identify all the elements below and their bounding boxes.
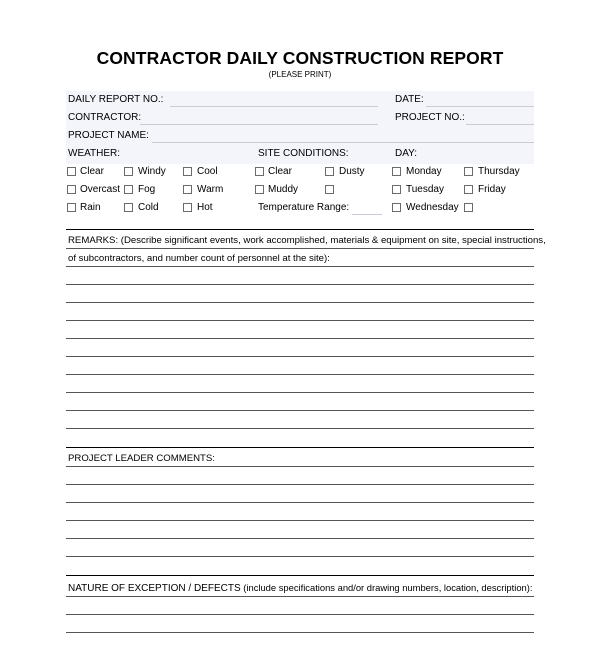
nature-of-exception-label [68,582,533,594]
comments-line[interactable] [66,502,534,503]
comments-line[interactable] [66,538,534,539]
contractor-label: CONTRACTOR: [68,112,142,123]
site-clear-checkbox[interactable] [255,167,264,176]
exception-line[interactable] [66,632,534,633]
weather-cool-checkbox[interactable] [183,167,192,176]
weather-clear-label: Clear [80,166,104,177]
weather-hot-label: Hot [197,202,213,213]
nature-of-exception-title: NATURE OF EXCEPTION / DEFECTS [68,583,241,594]
remarks-line[interactable] [66,410,534,411]
daily-report-no-field[interactable] [170,106,378,107]
weather-fog-checkbox[interactable] [124,185,133,194]
daily-report-no-label: DAILY REPORT NO.: [68,94,164,105]
remarks-rule-1 [66,248,534,249]
site-blank-checkbox[interactable] [325,185,334,194]
day-wednesday-label: Wednesday [406,202,459,213]
remarks-line[interactable] [66,392,534,393]
day-monday-checkbox[interactable] [392,167,401,176]
site-dusty-checkbox[interactable] [325,167,334,176]
weather-fog-label: Fog [138,184,156,195]
temperature-range-label: Temperature Range: [258,202,350,213]
remarks-line[interactable] [66,428,534,429]
day-thursday-checkbox[interactable] [464,167,473,176]
remarks-line[interactable] [66,338,534,339]
weather-warm-label: Warm [197,184,224,195]
remarks-top-rule [66,229,534,230]
exception-line[interactable] [66,614,534,615]
exception-top-rule [66,575,534,576]
project-name-label: PROJECT NAME: [68,130,149,141]
date-field[interactable] [426,106,534,107]
remarks-line[interactable] [66,320,534,321]
exception-rule-1 [66,596,534,597]
project-leader-comments-label: PROJECT LEADER COMMENTS: [68,453,215,464]
comments-rule-1 [66,466,534,467]
weather-overcast-label: Overcast [80,184,121,195]
temperature-range-field[interactable] [352,214,382,215]
day-wednesday-checkbox[interactable] [392,203,401,212]
weather-overcast-checkbox[interactable] [67,185,76,194]
day-friday-checkbox[interactable] [464,185,473,194]
comments-line[interactable] [66,484,534,485]
remarks-line[interactable] [66,284,534,285]
day-sunday-checkbox[interactable] [464,203,473,212]
remarks-label-line1: REMARKS: (Describe significant events, work accomplished, materials & equipment on site, special instructions, [68,235,546,246]
weather-warm-checkbox[interactable] [183,185,192,194]
remarks-line[interactable] [66,356,534,357]
day-tuesday-label: Tuesday [406,184,444,195]
remarks-line[interactable] [66,302,534,303]
site-muddy-checkbox[interactable] [255,185,264,194]
site-clear-label: Clear [268,166,292,177]
contractor-field[interactable] [140,124,378,125]
day-friday-label: Friday [478,184,506,195]
nature-of-exception-note: (include specifications and/or drawing numbers, location, description): [243,582,533,593]
project-no-label: PROJECT NO.: [395,112,465,123]
remarks-line[interactable] [66,374,534,375]
weather-windy-label: Windy [138,166,166,177]
weather-windy-checkbox[interactable] [124,167,133,176]
weather-cold-checkbox[interactable] [124,203,133,212]
site-dusty-label: Dusty [339,166,365,177]
weather-rain-label: Rain [80,202,101,213]
comments-line[interactable] [66,556,534,557]
site-conditions-label: SITE CONDITIONS: [258,148,349,159]
site-muddy-label: Muddy [268,184,299,195]
comments-line[interactable] [66,520,534,521]
day-monday-label: Monday [406,166,442,177]
weather-cold-label: Cold [138,202,159,213]
date-label: DATE: [395,94,424,105]
remarks-label-line2: of subcontractors, and number count of personnel at the site): [68,253,330,264]
project-name-field[interactable] [152,142,534,143]
weather-label: WEATHER: [68,148,121,159]
project-no-field[interactable] [466,124,534,125]
day-thursday-label: Thursday [478,166,520,177]
comments-top-rule [66,447,534,448]
weather-rain-checkbox[interactable] [67,203,76,212]
day-tuesday-checkbox[interactable] [392,185,401,194]
day-label: DAY: [395,148,418,159]
page-title: CONTRACTOR DAILY CONSTRUCTION REPORT [96,48,504,68]
weather-clear-checkbox[interactable] [67,167,76,176]
weather-cool-label: Cool [197,166,218,177]
weather-hot-checkbox[interactable] [183,203,192,212]
page-subtitle: (PLEASE PRINT) [268,70,332,79]
remarks-rule-2 [66,266,534,267]
